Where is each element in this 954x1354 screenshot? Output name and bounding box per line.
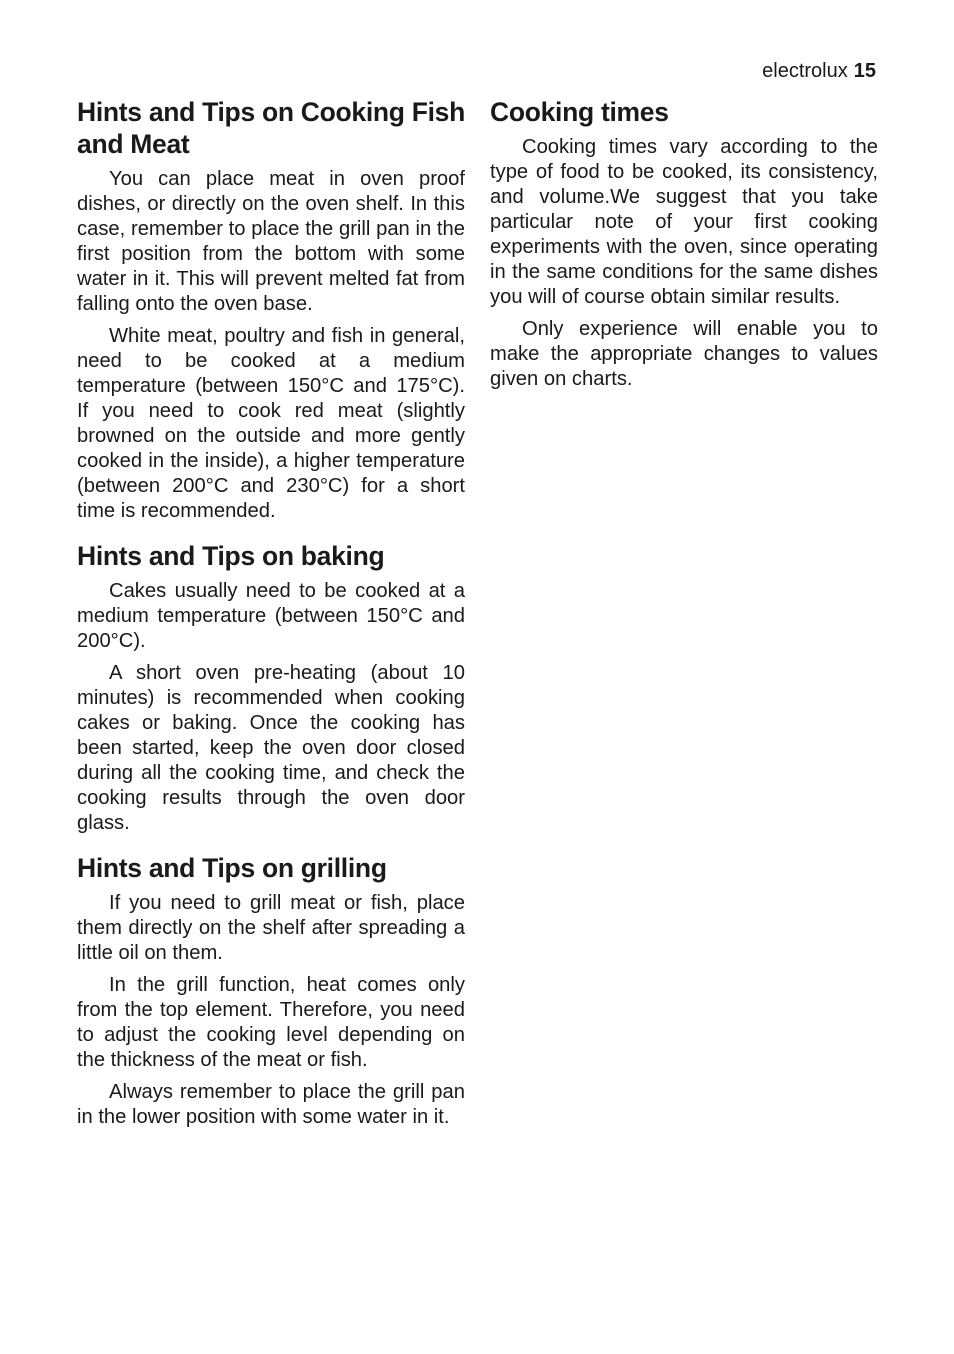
section-grilling [77,852,465,1130]
paragraph: In the grill function, heat comes only from the top element. Therefore, you need to adjust the cooking level depending on the thickness of the meat or fish. [77,974,465,1071]
section-cooking-times [490,96,878,392]
paragraph: Only experience will enable you to make the appropriate changes to values given on charts. [490,318,878,390]
section-fish-meat [77,96,465,524]
section-heading: Hints and Tips on Cooking Fish and Meat [77,97,466,159]
section-heading: Hints and Tips on baking [77,541,385,571]
section-heading: Hints and Tips on grilling [77,853,387,883]
page-number: 15 [853,60,876,82]
paragraph: Cooking times vary according to the type of food to be cooked, its consistency, and volume.We suggest that you take particular note of your first cooking experiments with the oven, since operating in the same conditions for the same dishes you will of course obtain similar results. [490,136,878,308]
paragraph: A short oven pre-heating (about 10 minutes) is recommended when cooking cakes or baking. Once the cooking has been started, keep the oven door closed during all the cooking time, and check the cooking results through the oven door glass. [77,662,465,834]
paragraph: Cakes usually need to be cooked at a medium temperature (between 150°C and 200°C). [77,580,465,652]
paragraph: Always remember to place the grill pan in the lower position with some water in it. [77,1081,465,1128]
section-heading: Cooking times [490,97,669,127]
paragraph: You can place meat in oven proof dishes, or directly on the oven shelf. In this case, remember to place the grill pan in the first position from the bottom with some water in it. This will prevent melted fat from falling onto the oven base. [77,168,465,315]
left-column [77,96,465,1137]
paragraph: White meat, poultry and fish in general, need to be cooked at a medium temperature (between 150°C and 175°C). If you need to cook red meat (slightly browned on the outside and more gently cooked in the inside), a higher temperature (between 200°C and 230°C) for a short time is recommended. [77,325,465,522]
page-header [762,58,876,84]
section-baking [77,540,465,836]
brand-name: electrolux [762,60,848,82]
right-column [490,96,878,399]
paragraph: If you need to grill meat or fish, place them directly on the shelf after spreading a little oil on them. [77,892,465,964]
